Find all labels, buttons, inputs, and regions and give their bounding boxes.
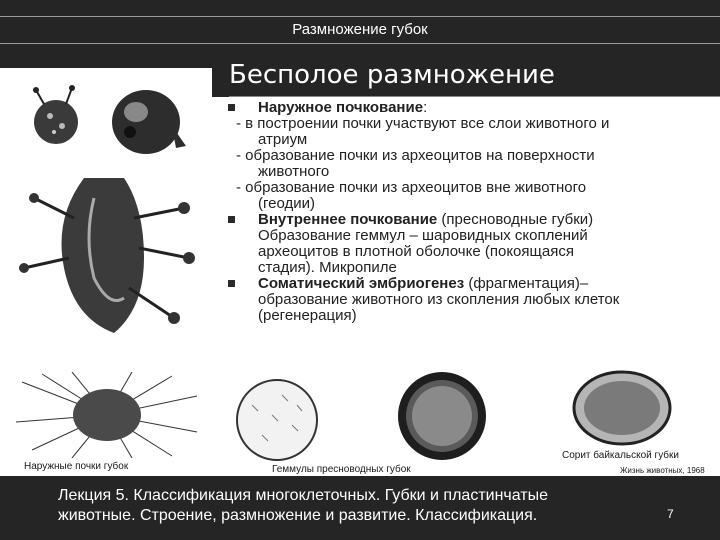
caption-gemmules: Геммулы пресноводных губок (272, 464, 411, 475)
gemmule-light-illustration (232, 375, 322, 465)
gemmule-dark-illustration (394, 366, 490, 466)
bullet-line: - образование почки из археоцитов на поверхности (236, 147, 595, 164)
slide-header (0, 16, 720, 44)
sponge-body-illustration (14, 158, 204, 348)
bullet-line: (регенерация) (258, 307, 357, 324)
bullet-list (228, 100, 714, 324)
slide-title: Бесполое размножение (229, 60, 555, 90)
bullet-line: животного (258, 163, 330, 180)
bullet-line: стадия). Микропиле (258, 259, 397, 276)
bullet-line: атриум (258, 131, 308, 148)
bullet-item (228, 276, 714, 292)
bullet-line: (геодии) (258, 195, 315, 212)
bullet-item (228, 212, 714, 228)
bullet-line: образование животного из скопления любых клеток (258, 291, 620, 308)
caption-sorite: Сорит байкальской губки (562, 450, 679, 461)
title-divider (229, 96, 720, 97)
spiky-sponge-illustration (12, 372, 202, 458)
sponge-bud-large-illustration (106, 82, 188, 162)
bullet-marker (228, 104, 235, 111)
bullet-title: Наружное почкование (258, 99, 424, 116)
caption-external-buds: Наружные почки губок (24, 461, 129, 472)
header-title: Размножение губок (292, 21, 428, 38)
footer-line: животные. Строение, размножение и развитие. Классификация. (58, 507, 538, 524)
page-number: 7 (667, 507, 674, 521)
bullet-title: Соматический эмбриогенез (258, 275, 465, 292)
sorite-illustration (570, 368, 674, 448)
bullet-marker (228, 280, 235, 287)
sponge-bud-small-illustration (20, 82, 90, 152)
bullet-item (228, 100, 714, 116)
footer-line: Лекция 5. Классификация многоклеточных. Губки и пластинчатые (58, 487, 549, 504)
bullet-line: - в построении почки участвуют все слои животного и (236, 115, 610, 132)
bullet-line: - образование почки из археоцитов вне животного (236, 179, 587, 196)
caption-source: Жизнь животных, 1968 (620, 466, 705, 475)
bullet-line: археоцитов в плотной оболочке (покоящаяся (258, 243, 574, 260)
bullet-marker (228, 216, 235, 223)
bullet-title: Внутреннее почкование (258, 211, 438, 228)
bullet-suffix: (пресноводные губки) (437, 211, 594, 228)
bullet-line: Образование геммул – шаровидных скоплений (258, 227, 588, 244)
bullet-suffix: : (423, 99, 428, 116)
slide-footer (58, 486, 638, 526)
bullet-suffix: (фрагментация)– (464, 275, 589, 292)
